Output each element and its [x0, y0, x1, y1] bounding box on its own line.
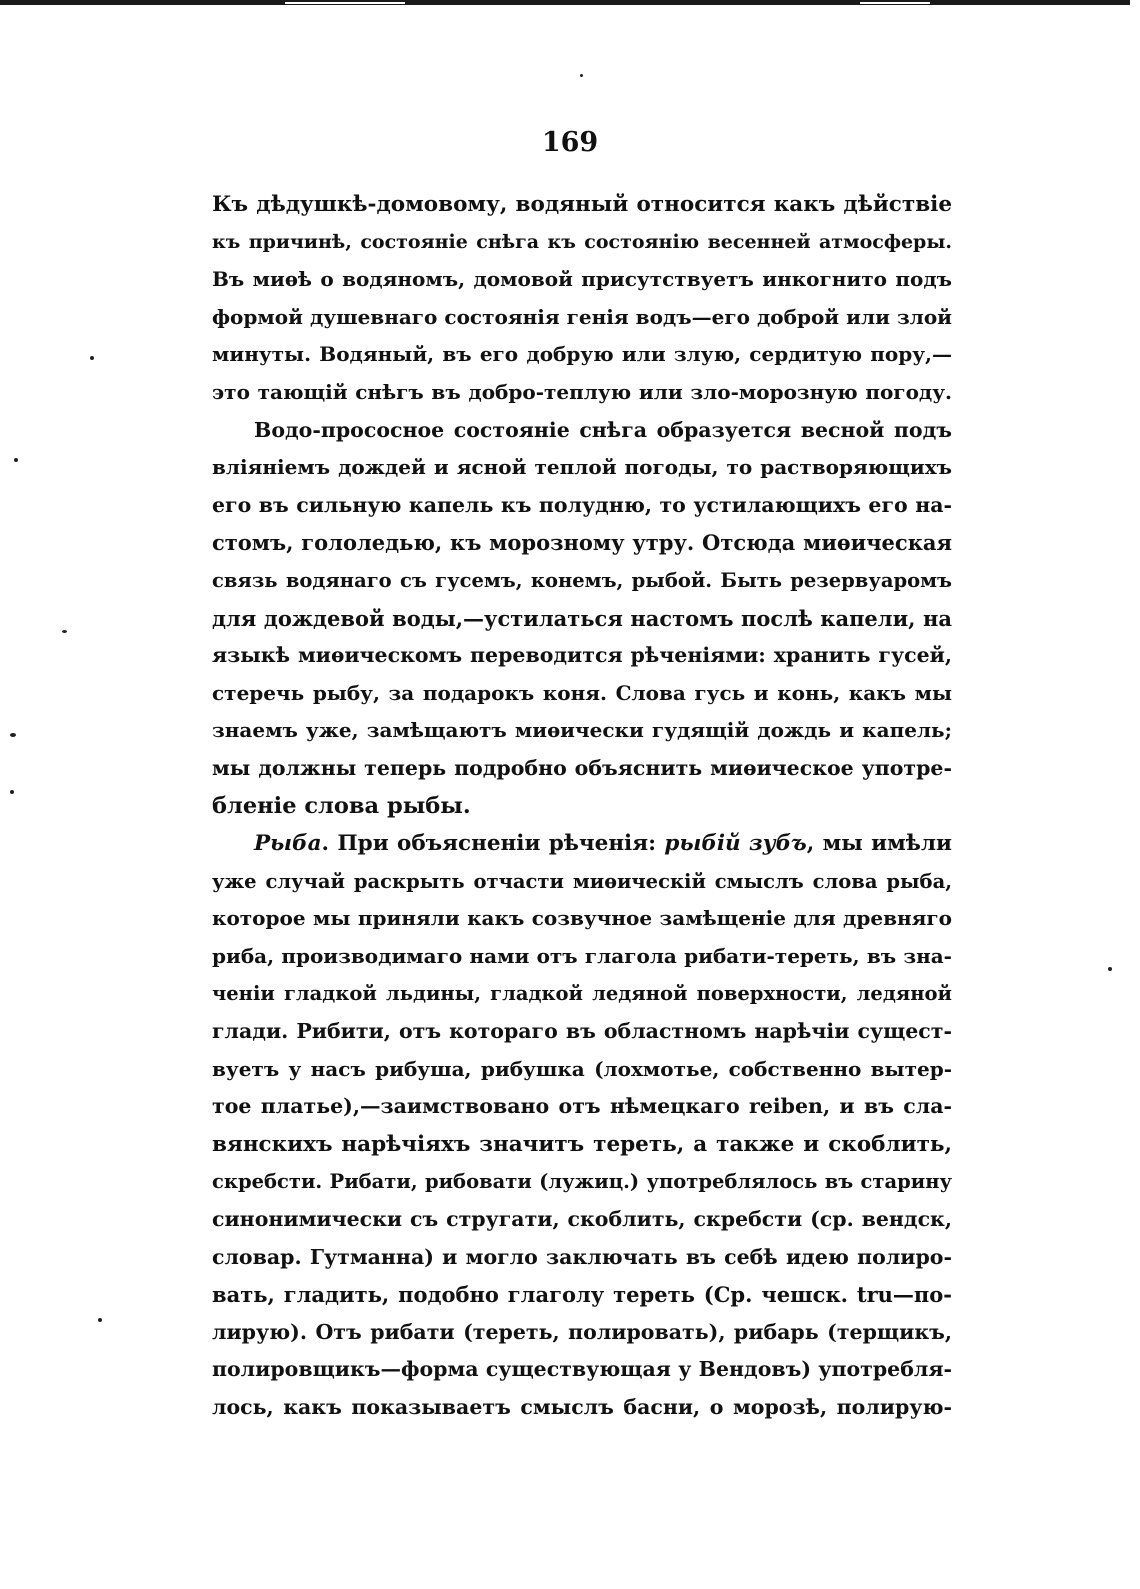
text-line: знаемъ уже, замѣщаютъ миѳически гудящій дождь и капель;: [212, 718, 952, 743]
text-line: связь водянаго съ гусемъ, конемъ, рыбой. Быть резервуаромъ: [212, 568, 952, 592]
scan-speck: [90, 356, 94, 360]
text-line: вуетъ у насъ рибуша, рибушка (лохмотье, собственно вытер-: [212, 1056, 952, 1081]
text-line: вліяніемъ дождей и ясной теплой погоды, то растворяющихъ: [212, 455, 952, 480]
text-line: ченіи гладкой льдины, гладкой ледяной поверхности, ледяной: [212, 982, 952, 1006]
text-line: скребсти. Рибати, рибовати (лужиц.) употреблялось въ старину: [212, 1170, 952, 1194]
scan-speck: [580, 74, 583, 77]
italic-term: Рыба: [254, 831, 322, 857]
scan-speck: [98, 1318, 102, 1322]
text-line: его въ сильную капель къ полудню, то устилающихъ его на-: [212, 492, 952, 517]
text-line: которое мы приняли какъ созвучное замѣщеніе для древняго: [212, 906, 952, 931]
text-line: глади. Рибити, отъ котораго въ областномъ нарѣчіи сущест-: [212, 1019, 952, 1044]
text-line: Къ дѣдушкѣ-домовому, водяный относится какъ дѣйствіе: [212, 192, 952, 217]
text-line: для дождевой воды,—устилаться настомъ послѣ капели, на: [212, 605, 952, 631]
text-line: словар. Гутманна) и могло заключать въ себѣ идею полиро-: [212, 1244, 952, 1269]
text-line: стомъ, гололедью, къ морозному утру. Отсюда миѳическая: [212, 530, 952, 556]
text-line: риба, производимаго нами отъ глагола рибати-тереть, въ зна-: [212, 943, 952, 968]
text-line: тое платье),—заимствовано отъ нѣмецкаго reiben, и въ сла-: [212, 1094, 952, 1119]
scan-speck: [62, 630, 67, 633]
text-line: лось, какъ показываетъ смыслъ басни, о морозѣ, полирую-: [212, 1395, 952, 1419]
text-line: къ причинѣ, состояніе снѣга къ состоянію весенней атмосферы.: [212, 230, 952, 253]
text-line: синонимически съ стругати, скоблить, скребсти (ср. вендск,: [212, 1207, 952, 1232]
text-line: это тающій снѣгъ въ добро-теплую или зло-морозную погоду.: [212, 379, 952, 404]
rule-wear: [860, 2, 930, 4]
text-line: полировщикъ—форма существующая у Вендовъ) употребля-: [212, 1357, 952, 1382]
page-number: 169: [541, 127, 599, 158]
text-line: Въ миѳѣ о водяномъ, домовой присутствуетъ инкогнито подъ: [212, 267, 952, 292]
text-line: вать, гладить, подобно глаголу тереть (Ср. чешск. tru—по-: [212, 1282, 952, 1308]
text-line-lead: [212, 825, 952, 863]
text-line: бленіе слова рыбы.: [212, 792, 471, 819]
scan-speck: [10, 790, 14, 794]
italic-term: рыбій зубъ: [664, 831, 807, 857]
scan-speck: [14, 458, 18, 462]
text-line: Водо-прососное состояніе снѣга образуется весной подъ: [254, 417, 952, 442]
text-line: уже случай раскрыть отчасти миѳическій смыслъ слова рыба,: [212, 869, 952, 893]
text-line: мы должны теперь подробно объяснить миѳическое употре-: [212, 755, 952, 780]
text-line: стеречь рыбу, за подарокъ коня. Слова гусь и конь, какъ мы: [212, 680, 952, 705]
text-line: формой душевнаго состоянія генія водъ—его доброй или злой: [212, 304, 952, 329]
text-line: языкѣ миѳическомъ переводится рѣченіями: хранить гусей,: [212, 643, 952, 668]
body-text: [212, 186, 952, 1427]
scan-speck: [10, 733, 16, 737]
scan-speck: [1108, 967, 1112, 971]
text-line: минуты. Водяный, въ его добрую или злую, сердитую пору,—: [212, 342, 952, 367]
text-line: лирую). Отъ рибати (тереть, полировать), рибарь (терщикъ,: [212, 1319, 952, 1344]
text-fragment: , мы имѣли: [806, 831, 952, 857]
rule-wear: [285, 2, 405, 4]
text-fragment: . При объясненіи рѣченія:: [321, 831, 665, 857]
text-line: вянскихъ нарѣчіяхъ значитъ тереть, а также и скоблить,: [212, 1131, 952, 1157]
top-border-rule: [0, 0, 1130, 5]
